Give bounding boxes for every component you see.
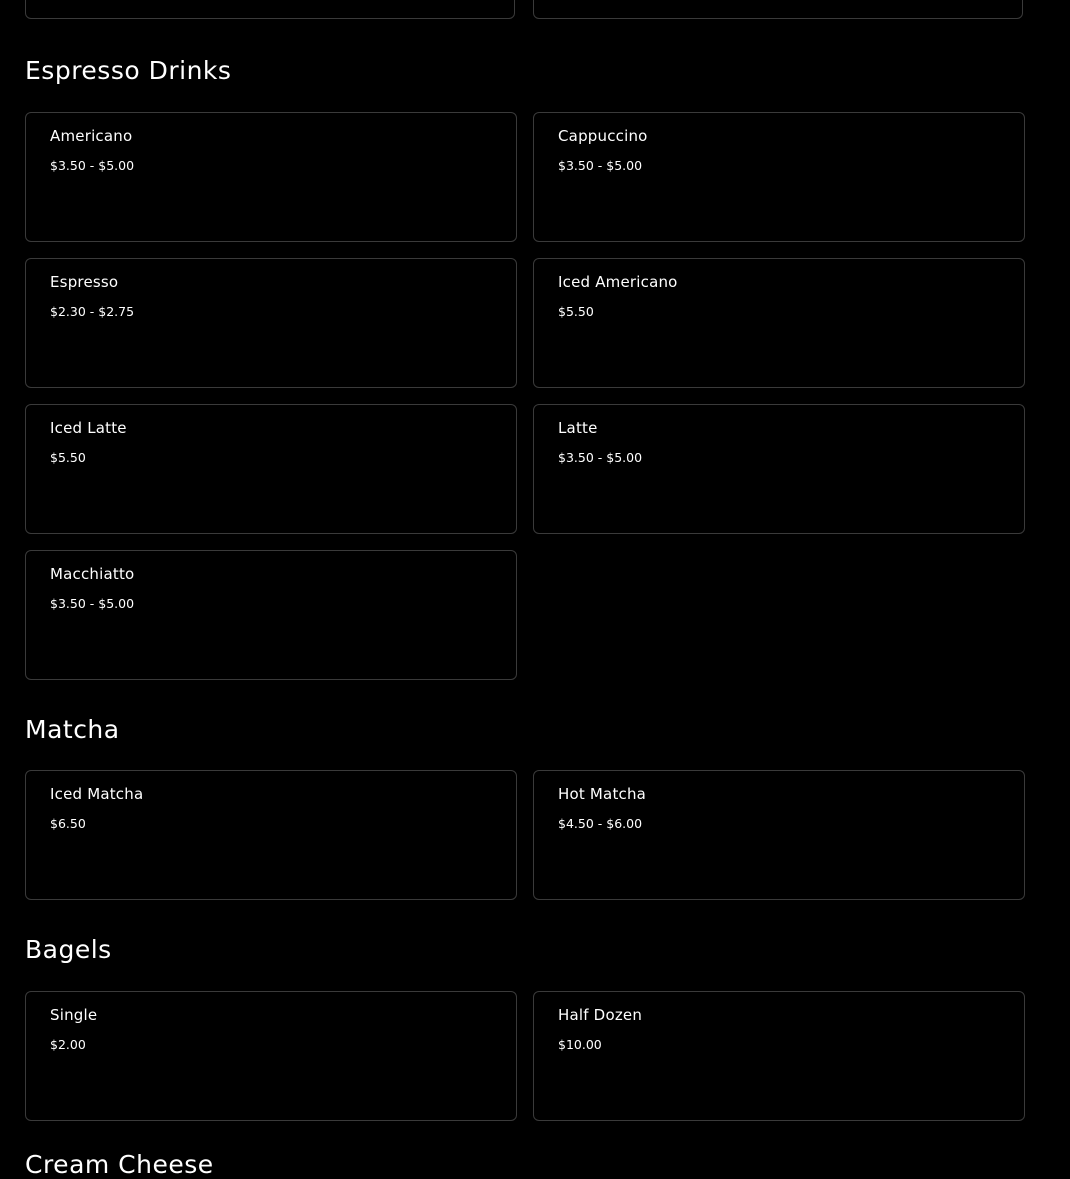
section-title: Espresso Drinks	[25, 56, 232, 85]
item-name: Hot Matcha	[558, 785, 647, 803]
item-name: Half Dozen	[558, 1006, 643, 1024]
item-price: $5.50	[50, 450, 86, 465]
item-name: Cappuccino	[558, 127, 648, 145]
item-price: $4.50 - $6.00	[558, 816, 643, 831]
item-name: Single	[50, 1006, 98, 1024]
item-name: Iced Latte	[50, 419, 127, 437]
item-name: Macchiatto	[50, 565, 135, 583]
menu-item-card[interactable]	[533, 991, 1025, 1121]
menu-item-card[interactable]	[25, 0, 515, 19]
item-price: $3.50 - $5.00	[558, 450, 643, 465]
menu-item-card[interactable]	[25, 404, 517, 534]
menu-item-card[interactable]	[25, 770, 517, 900]
menu-item-card[interactable]	[533, 258, 1025, 388]
item-price: $3.50 - $5.00	[558, 158, 643, 173]
section-title: Cream Cheese	[25, 1150, 214, 1179]
item-price: $6.50	[50, 816, 86, 831]
item-price: $5.50	[558, 304, 594, 319]
menu-item-card[interactable]	[533, 112, 1025, 242]
item-price: $10.00	[558, 1037, 602, 1052]
section-title: Matcha	[25, 715, 120, 744]
item-name: Iced Matcha	[50, 785, 144, 803]
menu-item-card[interactable]	[25, 258, 517, 388]
item-price: $3.50 - $5.00	[50, 158, 135, 173]
previous-section-cards	[25, 0, 1025, 21]
item-name: Americano	[50, 127, 133, 145]
menu-item-card[interactable]	[533, 770, 1025, 900]
item-price: $2.00	[50, 1037, 86, 1052]
menu-item-card[interactable]	[533, 404, 1025, 534]
menu-item-card[interactable]	[25, 112, 517, 242]
item-name: Latte	[558, 419, 598, 437]
item-price: $3.50 - $5.00	[50, 596, 135, 611]
item-price: $2.30 - $2.75	[50, 304, 135, 319]
item-name: Espresso	[50, 273, 119, 291]
section-title: Bagels	[25, 935, 112, 964]
item-name: Iced Americano	[558, 273, 678, 291]
menu-item-card[interactable]	[25, 550, 517, 680]
menu-item-card[interactable]	[533, 0, 1023, 19]
menu-item-card[interactable]	[25, 991, 517, 1121]
